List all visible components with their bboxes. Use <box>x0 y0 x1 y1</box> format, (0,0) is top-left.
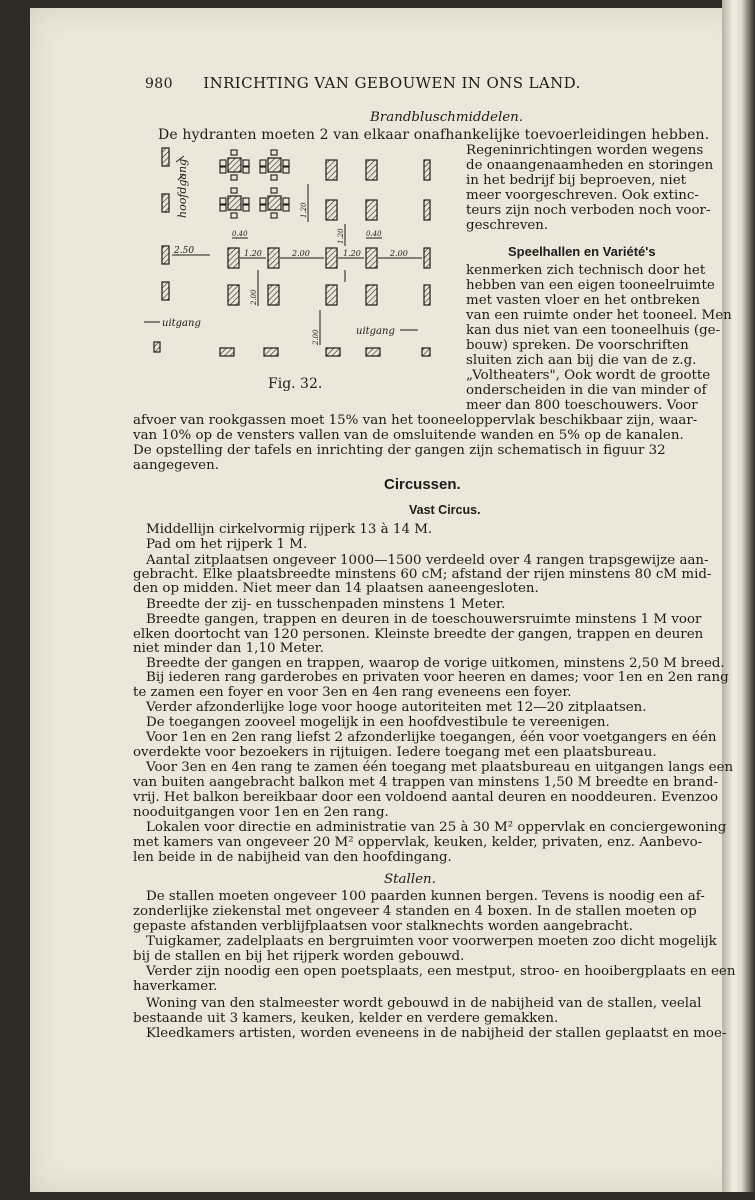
paragraph-line: meer dan 800 toeschouwers. Voor <box>466 398 698 413</box>
paragraph-line: gepaste afstanden verblijfplaatsen voor stalknechts worden aangebracht. <box>133 919 633 934</box>
scan-border-bottom <box>0 1192 755 1200</box>
label-200b: 2.00 <box>390 249 408 258</box>
subsection-title-vast-circus: Vast Circus. <box>409 503 481 517</box>
paragraph-line: onderscheiden in die van minder of <box>466 383 707 398</box>
paragraph-line: den op midden. Niet meer dan 14 plaatsen aaneengesloten. <box>133 581 539 596</box>
label-250: 2.50 <box>174 246 195 256</box>
label-040a: 0.40 <box>232 230 248 238</box>
paragraph-line: zonderlijke ziekenstal met ongeveer 4 standen en 4 boxen. In de stallen moeten op <box>133 904 697 919</box>
paragraph-line: haverkamer. <box>133 979 218 994</box>
figure-32-plan <box>140 140 450 385</box>
paragraph-line: Breedte gangen, trappen en deuren in de toeschouwersruimte minstens 1 M voor <box>146 612 702 627</box>
paragraph-line: vrij. Het balkon bereikbaar door een voldoend aantal deuren en nooddeuren. Evenzoo <box>133 790 719 805</box>
label-v120: 1.20 <box>300 202 308 218</box>
paragraph-line: sluiten zich aan bij die van de z.g. <box>466 353 697 368</box>
paragraph-line: kenmerken zich technisch door het <box>466 263 706 278</box>
paragraph-line: Voor 3en en 4en rang te zamen één toegang met plaatsbureau en uitgangen langs een <box>146 760 734 775</box>
label-hoofdgang: hoofdgang <box>176 158 189 218</box>
paragraph-line: Aantal zitplaatsen ongeveer 1000—1500 verdeeld over 4 rangen trapsgewijze aan- <box>146 553 709 568</box>
paragraph-line: nooduitgangen voor 1en en 2en rang. <box>133 805 389 820</box>
paragraph-line: meer voorgeschreven. Ook extinc- <box>466 188 699 203</box>
paragraph-line: De toegangen zooveel mogelijk in een hoofdvestibule te vereenigen. <box>146 715 610 730</box>
label-120b: 1.20 <box>343 249 361 258</box>
page-edge <box>722 0 755 1200</box>
paragraph-line: aangegeven. <box>133 458 219 473</box>
paragraph-line: afvoer van rookgassen moet 15% van het tooneeloppervlak beschikbaar zijn, waar- <box>133 413 698 428</box>
paragraph-line: met vasten vloer en het ontbreken <box>466 293 700 308</box>
paragraph-line: in het bedrijf bij beproeven, niet <box>466 173 687 188</box>
paragraph-line: van 10% op de vensters vallen van de omsluitende wanden en 5% op de kanalen. <box>133 428 684 443</box>
paragraph-line: Tuigkamer, zadelplaats en bergruimten voor voorwerpen moeten zoo dicht mogelijk <box>146 934 717 949</box>
paragraph-line: elken doortocht van 120 personen. Kleinste breedte der gangen, trappen en deuren <box>133 627 704 642</box>
paragraph-line: De stallen moeten ongeveer 100 paarden kunnen bergen. Tevens is noodig een af- <box>146 889 705 904</box>
paragraph-line: Breedte der zij- en tusschenpaden minstens 1 Meter. <box>146 597 506 612</box>
paragraph-line: van een ruimte onder het tooneel. Men <box>466 308 732 323</box>
paragraph-line: gebracht. Elke plaatsbreedte minstens 60 cM; afstand der rijen minstens 80 cM mid- <box>133 567 712 582</box>
label-040b: 0.40 <box>366 230 382 238</box>
paragraph-line: Lokalen voor directie en administratie van 25 à 30 M² oppervlak en conciergewoning <box>146 820 727 835</box>
paragraph-line: Middellijn cirkelvormig rijperk 13 à 14 M. <box>146 522 433 537</box>
paragraph-line: met kamers van ongeveer 20 M² oppervlak, keuken, kelder, privaten, enz. Aanbevo- <box>133 835 703 850</box>
paragraph-line: Verder zijn noodig een open poetsplaats, een mestput, stroo- en hooibergplaats en een <box>146 964 736 979</box>
paragraph-line: Regeninrichtingen worden wegens <box>466 143 704 158</box>
paragraph-line: Verder afzonderlijke loge voor hooge autoriteiten met 12—20 zitplaatsen. <box>146 700 647 715</box>
paragraph-line: van buiten aangebracht balkon met 4 trappen van minstens 1,50 M breedte en brand- <box>133 775 718 790</box>
figure-caption: Fig. 32. <box>268 376 323 392</box>
paragraph-line: overdekte voor bezoekers in rijtuigen. Iedere toegang met een plaatsbureau. <box>133 745 657 760</box>
section-title-stallen: Stallen. <box>384 872 436 887</box>
paragraph-line: len beide in de nabijheid van den hoofdingang. <box>133 850 452 865</box>
paragraph-line: Breedte der gangen en trappen, waarop de vorige uitkomen, minstens 2,50 M breed. <box>146 656 725 671</box>
paragraph-line: De hydranten moeten 2 van elkaar onafhankelijke toevoerleidingen hebben. <box>158 127 710 143</box>
paragraph-line: hebben van een eigen tooneelruimte <box>466 278 715 293</box>
paragraph-line: Kleedkamers artisten, worden eveneens in de nabijheid der stallen geplaatst en moe- <box>146 1026 727 1041</box>
label-v120b: 1.20 <box>337 228 345 244</box>
label-120a: 1.20 <box>244 249 262 258</box>
paragraph-line: Bij iederen rang garderobes en privaten voor heeren en dames; voor 1en en 2en rang <box>146 670 729 685</box>
paragraph-line: De opstelling der tafels en inrichting der gangen zijn schematisch in figuur 32 <box>133 443 666 458</box>
section-title-speelhallen: Speelhallen en Variété's <box>508 244 656 259</box>
paragraph-line: kan dus niet van een tooneelhuis (ge- <box>466 323 721 338</box>
paragraph-line: geschreven. <box>466 218 549 233</box>
section-title-circussen: Circussen. <box>384 476 461 493</box>
paragraph-line: bij de stallen en bij het rijperk worden gebouwd. <box>133 949 465 964</box>
figure-drawing <box>140 140 450 385</box>
paragraph-line: „Voltheaters", Ook wordt de grootte <box>466 368 711 383</box>
page-number: 980 <box>145 76 173 92</box>
label-200a: 2.00 <box>292 249 310 258</box>
paragraph-line: teurs zijn noch verboden noch voor- <box>466 203 711 218</box>
paragraph-line: de onaangenaamheden en storingen <box>466 158 714 173</box>
label-v200: 2.00 <box>250 289 258 305</box>
paragraph-line: niet minder dan 1,10 Meter. <box>133 641 324 656</box>
label-uitgang-right: uitgang <box>356 326 395 337</box>
paragraph-line: te zamen een foyer en voor 3en en 4en rang eveneens een foyer. <box>133 685 572 700</box>
scan-border-top <box>0 0 755 8</box>
paragraph-line: bestaande uit 3 kamers, keuken, kelder en verdere gemakken. <box>133 1011 559 1026</box>
label-v200b: 2.00 <box>312 329 320 345</box>
paragraph-line: bouw) spreken. De voorschriften <box>466 338 689 353</box>
paragraph-line: Voor 1en en 2en rang liefst 2 afzonderlijke toegangen, één voor voetgangers en één <box>146 730 717 745</box>
section-title-brand: Brandbluschmiddelen. <box>370 110 524 125</box>
label-uitgang-left: uitgang <box>162 318 201 329</box>
running-header <box>145 74 581 92</box>
running-title: INRICHTING VAN GEBOUWEN IN ONS LAND. <box>203 74 581 92</box>
paragraph-line: Woning van den stalmeester wordt gebouwd in de nabijheid van de stallen, veelal <box>146 996 702 1011</box>
paragraph-line: Pad om het rijperk 1 M. <box>146 537 308 552</box>
